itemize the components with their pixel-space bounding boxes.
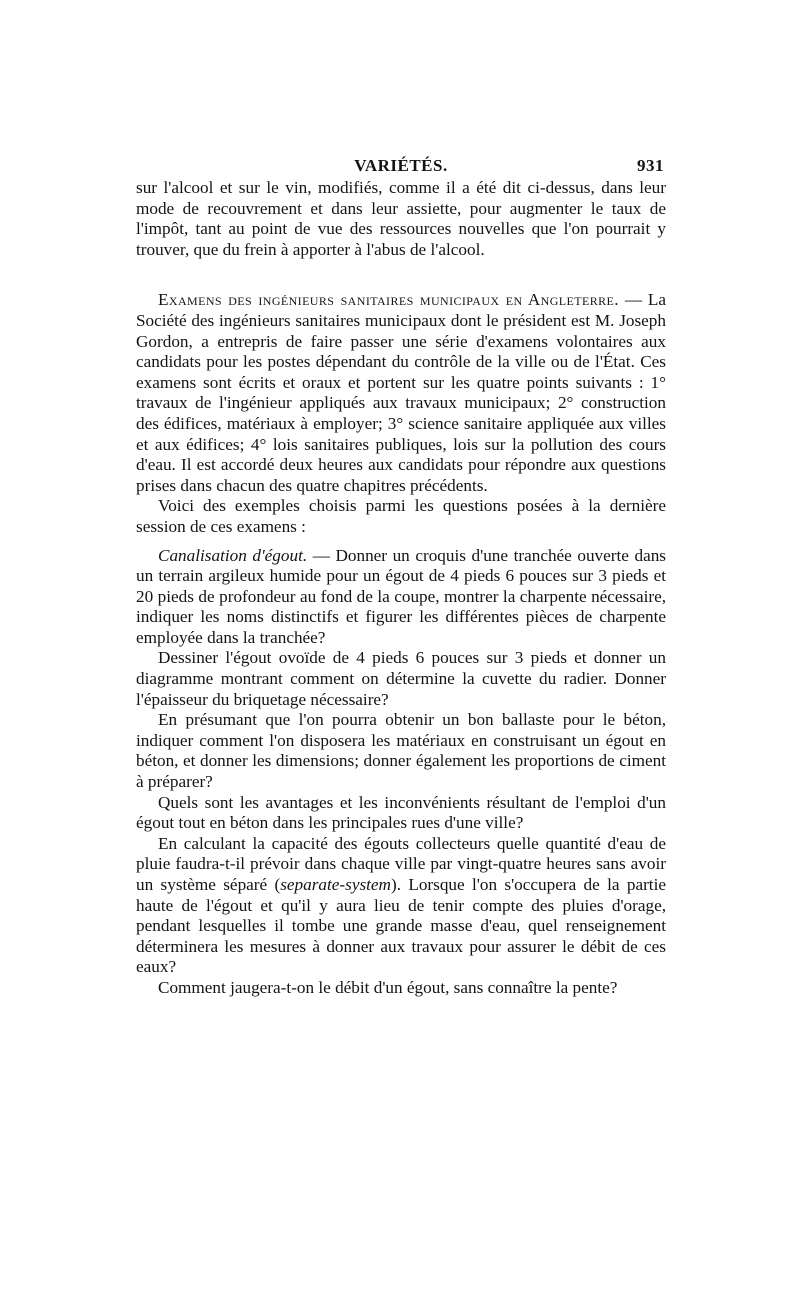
- question-jaugeage: Comment jaugera-t-on le débit d'un égout, sans connaître la pente?: [158, 977, 618, 997]
- question-capacite-start: En calculant la capacité des égouts collecteurs quelle quantité d'eau de pluie faudra-t-il prévoir dans chaque ville par vingt-quatre heures sans avoir un système séparé (: [136, 833, 666, 894]
- question-ballaste: En présumant que l'on pourra obtenir un bon ballaste pour le béton, indiquer comment l'on disposera les matériaux en construisant un égout en béton, et donner les dimensions; donner également les proportions de ciment à préparer?: [136, 710, 666, 792]
- section-body: — La Société des ingénieurs sanitaires municipaux dont le président est M. Joseph Gordon, a entrepris de faire passer une série d'examens volontaires aux candidats pour les postes dépendant du contrôle de la ville ou de l'État. Ces examens sont écrits et oraux et portent sur les quatre points suivants : 1° travaux de l'ingénieur appliqués aux travaux municipaux; 2° construction des édifices, matériaux à employer; 3° science sanitaire appliquée aux villes et aux édifices; 4° lois sanitaires publiques, lois sur la pollution des cours d'eau. Il est accordé deux heures aux candidats pour répondre aux questions prises dans chacun des quatre chapitres précédents.: [136, 290, 666, 495]
- paragraph-examens: [136, 290, 666, 496]
- question-capacite-end: ). Lorsque l'on s'occupera de la partie haute de l'égout et qu'il y aura lieu de tenir compte des pluies d'orage, pendant lesquelles il tombe une grande masse d'eau, quel renseignement déterminera les mesures à donner aux travaux pour assurer le débit de ces eaux?: [136, 875, 666, 977]
- subsection-body: — Donner un croquis d'une tranchée ouverte dans un terrain argileux humide pour un égout de 4 pieds 6 pouces sur 3 pieds et 20 pieds de profondeur au fond de la coupe, montrer la charpente nécessaire, indiquer les noms distinctifs et figurer les différentes pièces de charpente employée dans la tranchée?: [136, 545, 666, 647]
- paragraph-exemples: Voici des exemples choisis parmi les questions posées à la dernière session de ces examens :: [136, 496, 666, 536]
- question-capacite-italic: separate-system: [280, 875, 391, 894]
- question-avantages: Quels sont les avantages et les inconvénients résultant de l'emploi d'un égout tout en béton dans les principales rues d'une ville?: [136, 792, 666, 833]
- paragraph-alcool: sur l'alcool et sur le vin, modifiés, comme il a été dit ci-dessus, dans leur mode de recouvrement et dans leur assiette, pour augmenter le taux de l'impôt, tant au point de vue des ressources nouvelles que l'on pourrait y trouver, que du frein à apporter à l'abus de l'alcool.: [136, 178, 666, 259]
- page-number: 931: [637, 156, 664, 175]
- running-title: VARIÉTÉS.: [354, 156, 448, 175]
- section-heading: Examens des ingénieurs sanitaires municipaux en Angleterre.: [158, 290, 619, 310]
- running-header: [136, 150, 666, 178]
- small-gap: [136, 538, 666, 546]
- document-page: [136, 150, 666, 999]
- question-ovoide: Dessiner l'égout ovoïde de 4 pieds 6 pouces sur 3 pieds et donner un diagramme montrant comment on détermine la cuvette du radier. Donner l'épaisseur du briquetage nécessaire?: [136, 648, 666, 709]
- subsection-heading: Canalisation d'égout.: [158, 545, 308, 565]
- section-gap: [136, 260, 666, 290]
- question-capacite: [136, 834, 666, 978]
- paragraph-canalisation: [136, 546, 666, 649]
